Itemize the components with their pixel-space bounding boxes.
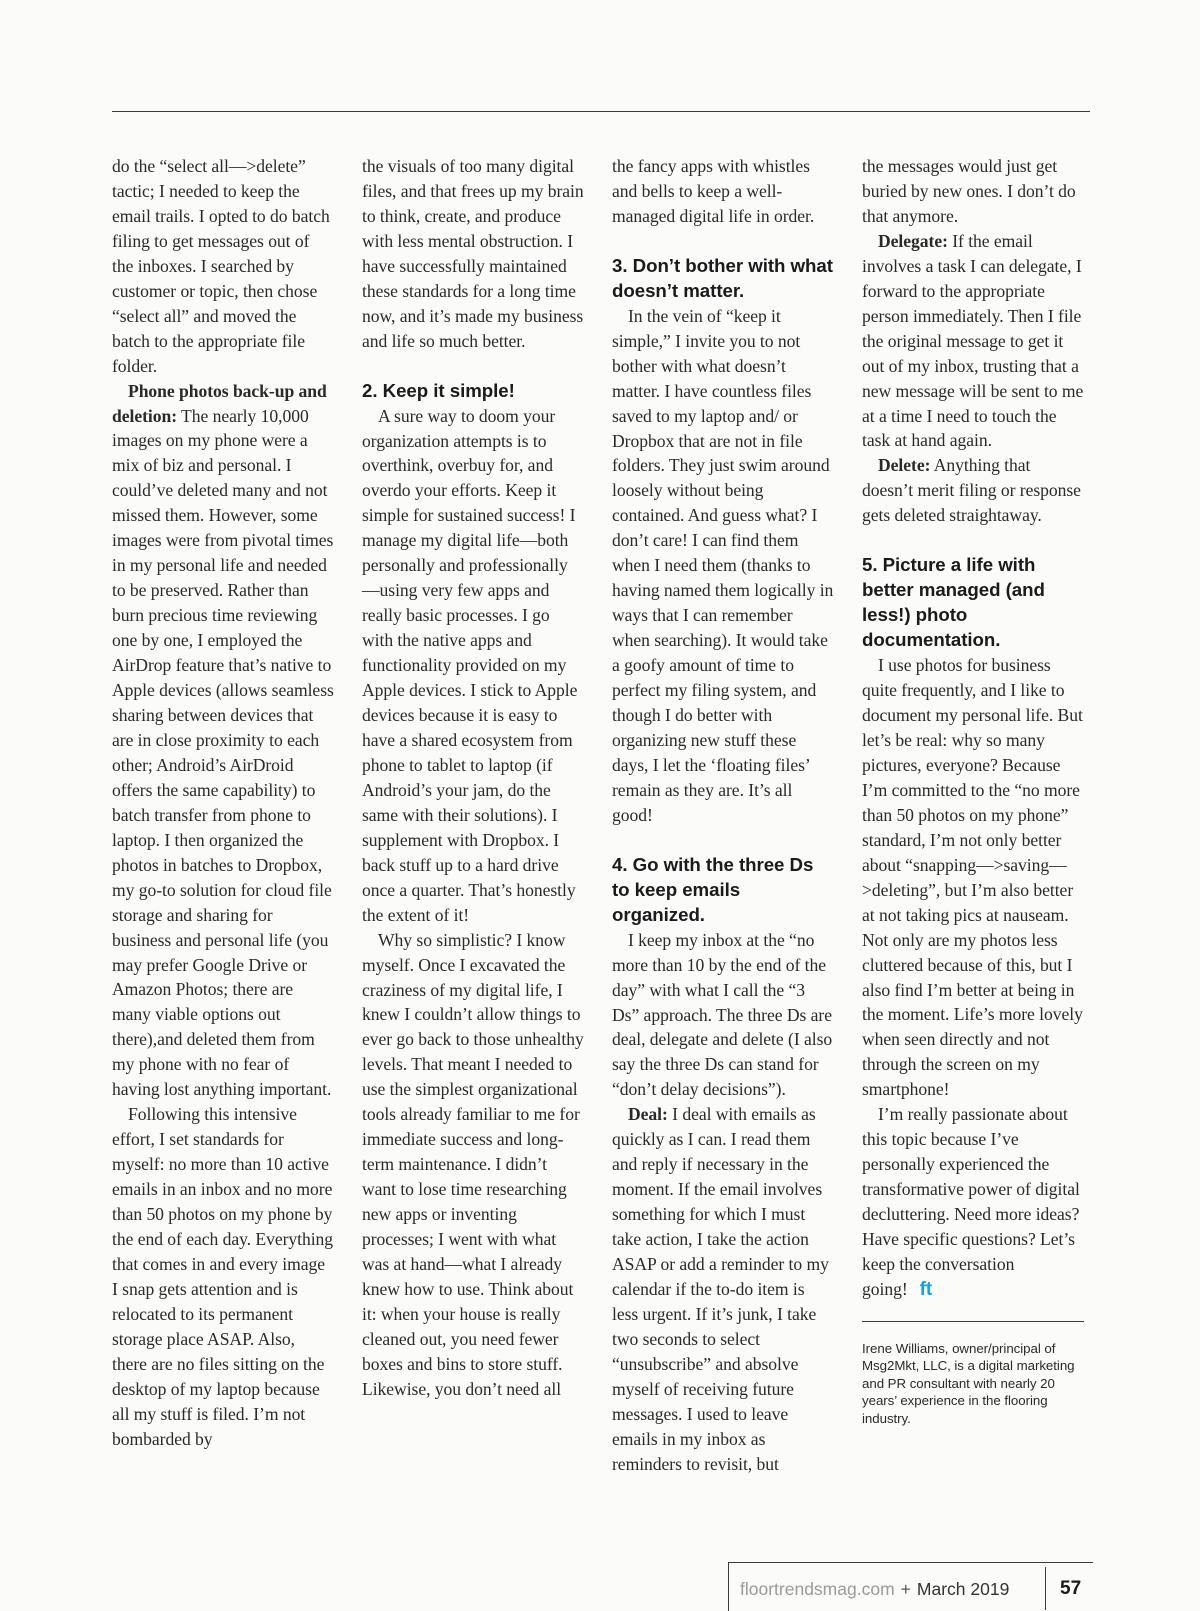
footer-site[interactable]: floortrendsmag.com xyxy=(740,1579,895,1599)
paragraph: A sure way to doom your organization attempts is to overthink, overbuy for, and overdo your efforts. Keep it simple for sustained success! I manage my digital life—both personally and professionally—using very few apps and really basic processes. I go with the native apps and functionality provided on my Apple devices. I stick to Apple devices because it is easy to have a shared ecosystem from phone to tablet to laptop (if Android’s your jam, do the same with their solutions). I supplement with Dropbox. I back stuff up to a hard drive once a quarter. That’s honestly the extent of it! xyxy=(362,405,578,925)
paragraph xyxy=(862,229,1084,454)
paragraph: I keep my inbox at the “no more than 10 by the end of the day” with what I call the “3 Ds” approach. The three Ds are deal, delegate and delete (I also say the three Ds can stand for “don’t delay decisions”). xyxy=(612,929,833,1100)
paragraph: Following this intensive effort, I set standards for myself: no more than 10 active emails in an inbox and no more than 50 photos on my phone by the end of each day. Everything that comes in and every image I snap gets attention and is relocated to its permanent storage place ASAP. Also, there are no files sitting on the desktop of my laptop because all my stuff is filed. I’m not bombarded by xyxy=(112,1104,334,1449)
paragraph: I use photos for business quite frequently, and I like to document my personal life. But let’s be real: why so many pictures, everyone? Because I’m committed to the “no more than 50 photos on my phone” standard, I’m not only better about “snapping—>saving—>deleting”, but I’m also better at not taking pics at nauseam. Not only are my photos less cluttered because of this, but I also find I’m better at being in the moment. Life’s more lovely when seen directly and not through the screen on my smartphone! xyxy=(862,655,1083,1100)
paragraph xyxy=(112,379,334,1103)
paragraph: the visuals of too many digital files, and that frees up my brain to think, create, and produce with less mental obstruction. I have successfully maintained these standards for a long time now, and it’s made my business and life so much better. xyxy=(362,156,584,351)
paragraph xyxy=(862,453,1084,528)
run-in-heading: Delete: xyxy=(878,455,931,476)
section-heading: 3. Don’t bother with what doesn’t matter. xyxy=(612,254,833,301)
run-in-heading: Delegate: xyxy=(878,230,948,251)
section-heading: 4. Go with the three Ds to keep emails organized. xyxy=(612,853,814,925)
paragraph xyxy=(862,1102,1084,1303)
footer-divider xyxy=(1045,1567,1046,1610)
column-1 xyxy=(112,154,334,1452)
header-rule xyxy=(112,111,1090,112)
paragraph-text: I’m really passionate about this topic because I’ve personally experienced the transformative power of digital decluttering. Need more ideas? Have specific questions? Let’s keep the conversation going! xyxy=(862,1104,1080,1299)
end-mark-logo: ft xyxy=(919,1278,933,1300)
footer-text xyxy=(740,1579,1009,1600)
paragraph-text: Anything that doesn’t merit filing or response gets deleted straightaway. xyxy=(862,455,1081,526)
column-3 xyxy=(612,154,834,1477)
paragraph-text: I deal with emails as quickly as I can. I read them and reply if necessary in the moment. If the email involves something for which I must take action, I take the action ASAP or add a reminder to my calendar if the to-do item is less urgent. If it’s junk, I take two seconds to select “unsubscribe” and absolve myself of receiving future messages. I used to leave emails in my inbox as reminders to revisit, but xyxy=(612,1104,829,1474)
bio-rule xyxy=(862,1321,1084,1322)
footer-date: March 2019 xyxy=(916,1579,1010,1599)
run-in-heading: Deal: xyxy=(628,1104,668,1125)
paragraph: Why so simplistic? I know myself. Once I excavated the craziness of my digital life, I knew I couldn’t allow things to ever go back to those unhealthy levels. That meant I needed to use the simplest organizational tools already familiar to me for immediate success and long-term maintenance. I didn’t want to lose time researching new apps or inventing processes; I went with what was at hand—what I already knew how to use. Think about it: when your house is really cleaned out, you need fewer boxes and bins to store stuff. Likewise, you don’t need all xyxy=(362,929,584,1399)
column-4 xyxy=(862,154,1084,1427)
paragraph: In the vein of “keep it simple,” I invite you to not bother with what doesn’t matter. I have countless files saved to my laptop and/ or Dropbox that are not in file folders. They just swim around loosely without being contained. And guess what? I don’t care! I can find them when I need them (thanks to having named them logically in ways that I can remember when searching). It would take a goofy amount of time to perfect my filing system, and though I do better with organizing new stuff these days, I let the ‘floating files’ remain as they are. It’s all good! xyxy=(612,305,834,825)
author-bio: Irene Williams, owner/principal of Msg2Mkt, LLC, is a digital marketing and PR consultant with nearly 20 years’ experience in the flooring industry. xyxy=(862,1340,1075,1426)
paragraph xyxy=(612,1102,834,1476)
paragraph: the fancy apps with whistles and bells to keep a well-managed digital life in order. xyxy=(612,156,815,226)
paragraph: the messages would just get buried by new ones. I don’t do that anymore. xyxy=(862,156,1076,226)
footer-separator: + xyxy=(900,1579,911,1599)
paragraph: do the “select all—>delete” tactic; I needed to keep the email trails. I opted to do batch filing to get messages out of the inboxes. I searched by customer or topic, then chose “select all” and moved the batch to the appropriate file folder. xyxy=(112,156,330,376)
page-number: 57 xyxy=(1060,1578,1082,1599)
paragraph-text: If the email involves a task I can delegate, I forward to the appropriate person immediately. Then I file the original message to get it out of my inbox, trusting that a new message will be sent to me at a time I need to touch the task at hand again. xyxy=(862,230,1084,451)
column-2 xyxy=(362,154,584,1402)
paragraph-text: The nearly 10,000 images on my phone were a mix of biz and personal. I could’ve deleted many and not missed them. However, some images were from pivotal times in my personal life and needed to be preserved. Rather than burn precious time reviewing one by one, I employed the AirDrop feature that’s native to Apple devices (allows seamless sharing between devices that are in close proximity to each other; Android’s AirDroid offers the same capability) to batch transfer from phone to laptop. I then organized the photos in batches to Dropbox, my go-to solution for cloud file storage and sharing for business and personal life (you may prefer Google Drive or Amazon Photos; there are many viable options out there),and deleted them from my phone with no fear of having lost anything important. xyxy=(112,405,334,1100)
section-heading: 5. Picture a life with better managed (and less!) photo documentation. xyxy=(862,554,1045,651)
section-heading: 2. Keep it simple! xyxy=(362,379,515,401)
run-in-heading: Phone photos back-up and deletion: xyxy=(112,380,327,426)
